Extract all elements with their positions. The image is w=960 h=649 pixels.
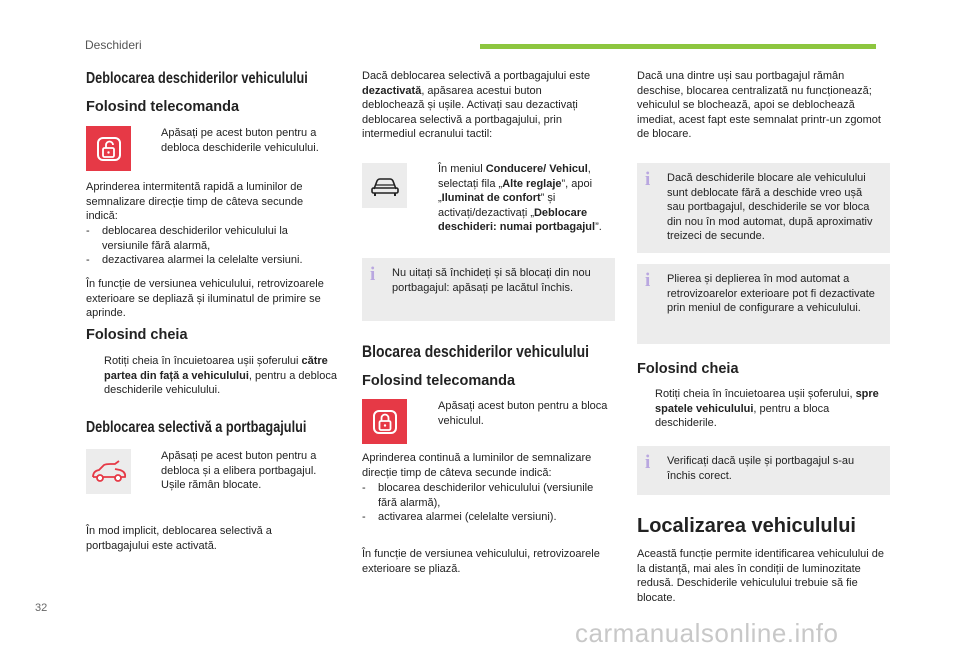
- info-icon: i: [645, 169, 651, 190]
- selective-heading: Deblocarea selectivă a portbagajului: [86, 419, 307, 436]
- watermark: carmanualsonline.info: [575, 618, 839, 648]
- list-item: - dezactivarea alarmei la celelalte versiuni.: [86, 254, 303, 266]
- lock-button-image: [362, 399, 407, 444]
- list-item: - activarea alarmei (celelalte versiuni).: [362, 511, 557, 523]
- info-icon: i: [370, 264, 376, 285]
- trunk-button-image: [86, 449, 131, 494]
- list-item: - deblocarea deschiderilor vehiculului la versiunile fără alarmă,: [86, 225, 288, 252]
- unlock-title: Deblocarea deschiderilor vehiculului: [86, 70, 308, 87]
- selective-bullet: Apăsați pe acest buton pentru a debloca și a elibera portbagajul. Ușile rămân blocate.: [161, 450, 317, 491]
- section-accent-bar: [480, 44, 876, 49]
- trunk-car-icon: [90, 459, 128, 485]
- locate-text: Această funcție permite identificarea vehiculului de la distanță, mai ales în condiții de luminozitate redusă. Deschiderile vehiculului trebuie să fie blocate.: [637, 548, 885, 604]
- bullet-marker: [143, 126, 161, 155]
- mirrors-text: În funcție de versiunea vehiculului, retrovizoarele exterioare se depliază și iluminatul de primire se aprinde.: [86, 278, 324, 319]
- info-icon: i: [645, 452, 651, 473]
- info-box-check-closed: i Verificați dacă ușile și portbagajul s-au închis corect.: [637, 446, 890, 495]
- lock-mirrors-text: În funcție de versiunea vehiculului, retrovizoarele exterioare se pliază.: [362, 548, 600, 575]
- remote-unlock-bullet: Apăsați pe acest buton pentru a debloca deschiderile vehiculului.: [143, 126, 338, 155]
- touchscreen-image: [362, 163, 407, 208]
- lock-padlock-icon: [370, 407, 400, 437]
- page-number: 32: [35, 602, 48, 614]
- lock-title: Blocarea deschiderilor vehiculului: [362, 342, 589, 361]
- key-heading: Folosind cheia: [86, 327, 188, 343]
- flash-list: [86, 224, 336, 268]
- info-box-mirrors: i Plierea și deplierea în mod automat a retrovizoarelor exterioare pot fi dezactivate prin meniul de configurare a vehiculului.: [637, 264, 890, 344]
- lock-flash-intro: Aprinderea continuă a luminilor de semnalizare direcție timp de câteva secunde indică:: [362, 452, 592, 479]
- unlock-button-image: [86, 126, 131, 171]
- selective-default-text: În mod implicit, deblocarea selectivă a portbagajului este activată.: [86, 525, 272, 552]
- remote-lock-bullet: Apăsați acest buton pentru a bloca vehiculul.: [438, 400, 608, 427]
- key-lock-bullet: Rotiți cheia în încuietoarea ușii șoferului, spre spatele vehiculului, pentru a bloca deschiderile.: [655, 388, 879, 429]
- door-open-text: Dacă una dintre uși sau portbagajul rămân deschise, blocarea centralizată nu funcționează; vehiculul se blochează, apoi se deblochează imediat, acest fapt este semnalat printr-un zgomot de blocare.: [637, 70, 881, 140]
- list-item: - blocarea deschiderilor vehiculului (versiunile fără alarmă),: [362, 482, 594, 509]
- locate-title: Localizarea vehiculului: [637, 515, 856, 537]
- deactivated-text: Dacă deblocarea selectivă a portbagajului este dezactivată, apăsarea acestui buton deblochează și ușile. Activați sau dezactivați deblocarea selectivă a portbagajului, prin intermediul ecranului tactil:: [362, 70, 591, 140]
- key-heading-lock: Folosind cheia: [637, 361, 739, 377]
- lock-flash-list: [362, 481, 612, 525]
- menu-instruction-bullet: În meniul Conducere/ Vehicul, selectați fila „Alte reglaje”, apoi „Iluminat de confort” și activați/dezactivați „Deblocare deschideri: numai portbagajul”.: [438, 163, 602, 233]
- key-unlock-bullet: Rotiți cheia în încuietoarea ușii șoferului către partea din față a vehiculului, pentru a debloca deschiderile vehiculului.: [104, 355, 337, 396]
- info-icon: i: [645, 270, 651, 291]
- unlock-padlock-icon: [94, 134, 124, 164]
- touchscreen-car-icon: [370, 175, 400, 197]
- info-box-autorelock: i Dacă deschiderile blocare ale vehiculului sunt deblocate fără a deschide vreo ușă sau portbagajul, deschiderile se vor bloca din nou în mod automat, după aproximativ treizeci de secunde.: [637, 163, 890, 253]
- flash-intro: Aprinderea intermitentă rapidă a luminilor de semnalizare direcție timp de câteva secunde indică:: [86, 181, 304, 222]
- remote-heading: Folosind telecomanda: [86, 99, 240, 115]
- section-label: Deschideri: [85, 38, 142, 52]
- info-box-relock: i Nu uitați să închideți și să blocați din nou portbagajul: apăsați pe lacătul închis.: [362, 258, 615, 321]
- remote-heading-lock: Folosind telecomanda: [362, 373, 516, 389]
